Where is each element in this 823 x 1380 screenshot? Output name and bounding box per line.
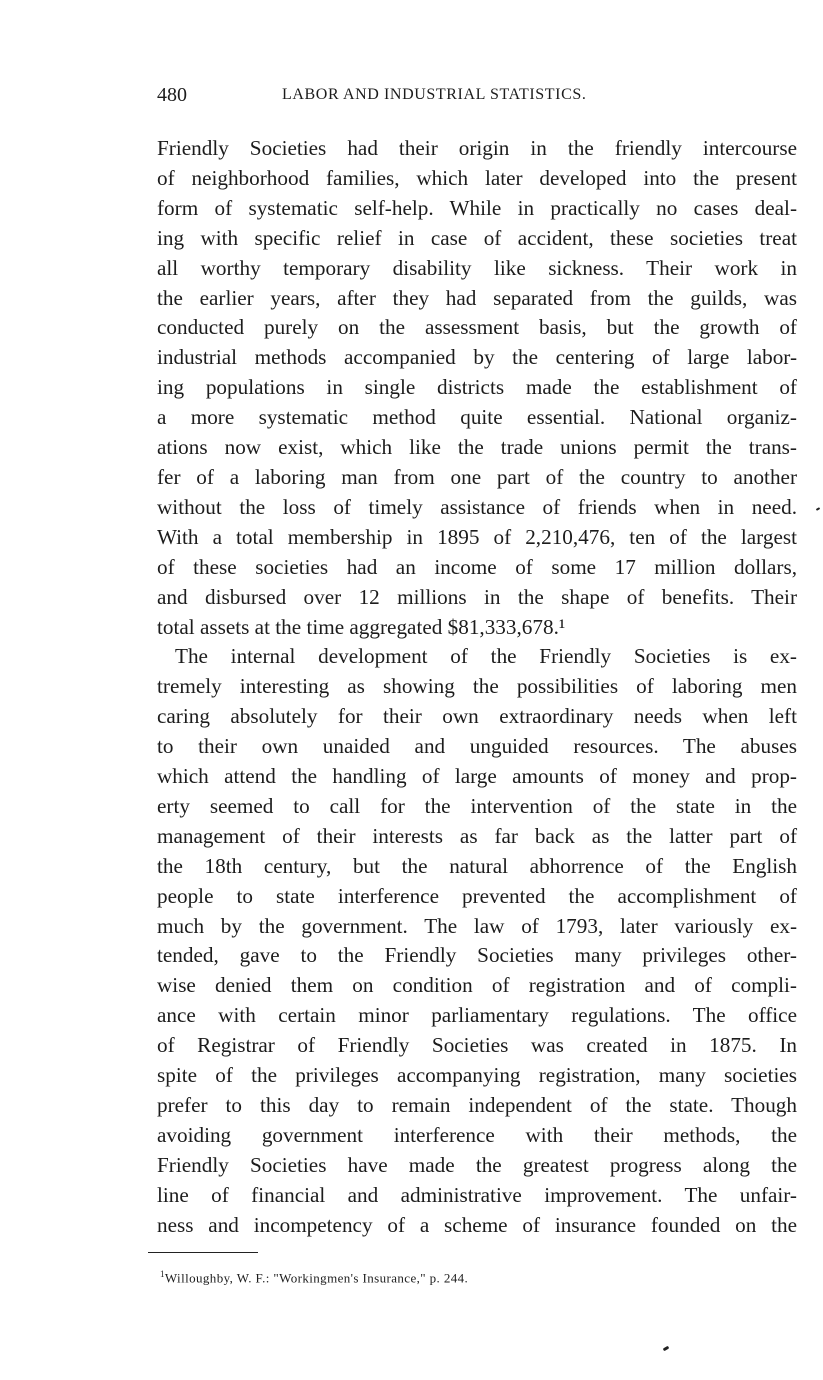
ink-speck	[663, 1346, 670, 1352]
ink-speck	[816, 507, 820, 511]
text-line: caring absolutely for their own extraordinary needs when left	[157, 704, 797, 729]
text-line: form of systematic self-help. While in practically no cases deal-	[157, 195, 797, 220]
text-line: conducted purely on the assessment basis, but the growth of	[157, 315, 797, 340]
text-line: to their own unaided and unguided resources. The abuses	[157, 734, 797, 759]
text-line: prefer to this day to remain independent of the state. Though	[157, 1093, 797, 1117]
text-line: management of their interests as far back as the latter part of	[157, 823, 797, 848]
page-header	[157, 84, 797, 112]
footnote-divider	[148, 1252, 258, 1253]
page-number: 480	[157, 84, 187, 106]
paragraph-2	[157, 642, 797, 1240]
body-text	[157, 134, 797, 1241]
text-line: ing with specific relief in case of accident, these societies treat	[157, 225, 797, 250]
text-line: of Registrar of Friendly Societies was created in 1875. In	[157, 1033, 797, 1058]
text-line: ations now exist, which like the trade unions permit the trans-	[157, 435, 797, 460]
text-line: tended, gave to the Friendly Societies many privileges other-	[157, 943, 797, 968]
text-line: tremely interesting as showing the possibilities of laboring men	[157, 674, 797, 699]
footnote	[160, 1269, 468, 1286]
text-line: much by the government. The law of 1793, later variously ex-	[157, 913, 797, 938]
text-line: line of financial and administrative improvement. The unfair-	[157, 1182, 797, 1207]
text-line: Friendly Societies had their origin in the friendly intercourse	[157, 136, 797, 160]
text-line: all worthy temporary disability like sickness. Their work in	[157, 255, 797, 280]
text-line: and disbursed over 12 millions in the shape of benefits. Their	[157, 584, 797, 609]
text-line: total assets at the time aggregated $81,333,678.¹	[157, 614, 566, 639]
footnote-marker: 1	[160, 1269, 165, 1279]
text-line: ance with certain minor parliamentary regulations. The office	[157, 1003, 797, 1028]
text-line: wise denied them on condition of registration and of compli-	[157, 973, 797, 998]
text-line: avoiding government interference with their methods, the	[157, 1122, 797, 1147]
text-line: spite of the privileges accompanying registration, many societies	[157, 1063, 797, 1088]
text-line: ness and incompetency of a scheme of insurance founded on the	[157, 1212, 797, 1237]
text-line: With a total membership in 1895 of 2,210,476, ten of the largest	[157, 524, 797, 549]
footnote-text: Willoughby, W. F.: "Workingmen's Insurance," p. 244.	[164, 1270, 469, 1286]
paragraph-1	[157, 134, 797, 642]
text-line: industrial methods accompanied by the centering of large labor-	[157, 345, 797, 370]
text-line: of neighborhood families, which later developed into the present	[157, 165, 797, 190]
text-line: of these societies had an income of some 17 million dollars,	[157, 554, 797, 579]
text-line: people to state interference prevented the accomplishment of	[157, 883, 797, 908]
text-line: which attend the handling of large amounts of money and prop-	[157, 764, 797, 789]
running-title: LABOR AND INDUSTRIAL STATISTICS.	[282, 86, 587, 103]
text-line: the 18th century, but the natural abhorrence of the English	[157, 853, 797, 878]
text-line: without the loss of timely assistance of friends when in need.	[157, 494, 797, 519]
text-line: fer of a laboring man from one part of the country to another	[157, 464, 797, 489]
text-line: the earlier years, after they had separated from the guilds, was	[157, 285, 797, 310]
text-line: a more systematic method quite essential. National organiz-	[157, 405, 797, 430]
text-line: ing populations in single districts made the establishment of	[157, 375, 797, 400]
text-line: erty seemed to call for the intervention of the state in the	[157, 793, 797, 818]
text-line: The internal development of the Friendly Societies is ex-	[175, 644, 797, 669]
text-line: Friendly Societies have made the greatest progress along the	[157, 1152, 797, 1177]
